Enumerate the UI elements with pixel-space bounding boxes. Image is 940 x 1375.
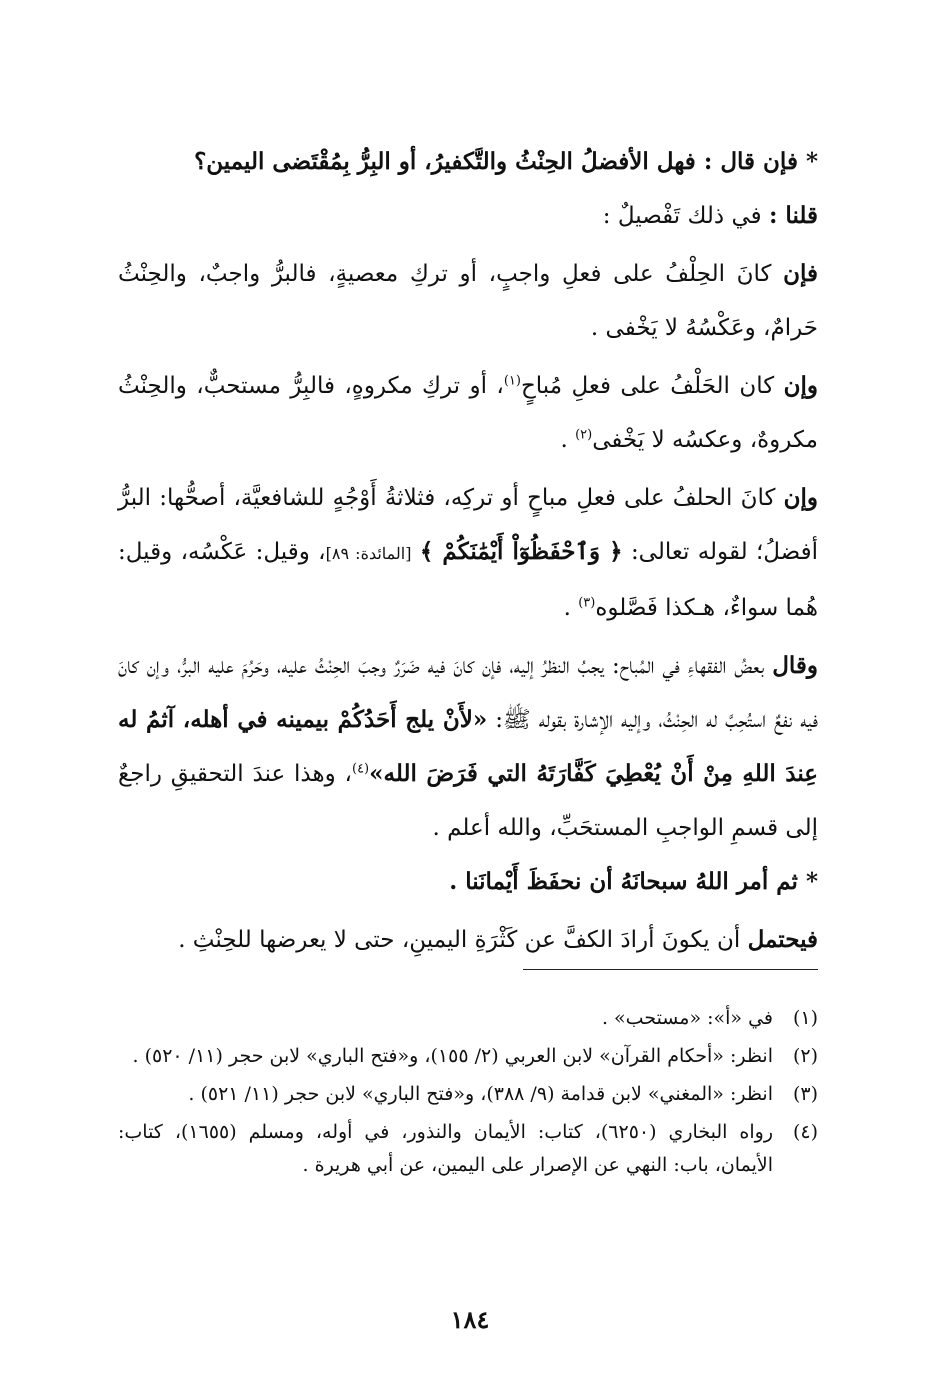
footnote-item	[118, 1002, 818, 1035]
footnote-number: (٣)	[792, 1083, 818, 1105]
footnote-number: (٢)	[792, 1045, 818, 1067]
paragraph-lead: وقال	[772, 652, 819, 679]
footnote-ref-1[interactable]: (١)	[503, 373, 521, 389]
footnote-number: (١)	[792, 1007, 818, 1029]
paragraph-text: كانَ الحِلْفُ على فعلِ واجبٍ، أو تركِ معصيةٍ، فالبرُّ واجبٌ، والحِنْثُ حَرامٌ، وعَكْسُهُ لا يَخْفى .	[118, 261, 818, 341]
paragraph-lead: فيحتمل	[747, 926, 818, 953]
paragraph-lead: وإن	[783, 484, 819, 511]
answer-text: في ذلك تَفْصيلٌ :	[602, 203, 762, 229]
paragraph-lead: وإن	[783, 372, 818, 399]
footnote-item	[118, 1040, 818, 1073]
bullet-marker: *	[805, 148, 818, 175]
footnote-text: انظر: «أحكام القرآن» لابن العربي (٢/ ١٥٥)، و«فتح الباري» لابن حجر (١١/ ٥٢٠) .	[132, 1045, 773, 1067]
heading-text: ثم أمر اللهُ سبحانَهُ أن نحفَظَ أَيْمانَنا .	[449, 868, 798, 895]
paragraph-permissible	[118, 359, 818, 467]
paragraph-text: .	[563, 595, 579, 621]
answer-lead: قلنا :	[768, 202, 818, 229]
main-text	[118, 135, 818, 967]
paragraph-lead: فإن	[783, 260, 818, 287]
footnote-item	[118, 1116, 818, 1182]
question-heading	[118, 135, 818, 189]
bullet-marker: *	[805, 868, 818, 895]
footnote-divider	[523, 969, 818, 970]
question-lead: فإن قال :	[703, 148, 798, 175]
footnote-ref-2[interactable]: (٢)	[575, 427, 593, 443]
paragraph-obligatory	[118, 247, 818, 355]
paragraph-jurists	[118, 639, 818, 855]
paragraph-text: .	[560, 427, 576, 453]
question-text: فهل الأفضلُ الحِنْثُ والتَّكفيرُ، أو البِرُّ بِمُقْتَضى اليمين؟	[194, 148, 696, 175]
paragraph-text: ، وقيل: عَكْسُه، وقيل: هُما سواءٌ، هـكذا فَصَّلوه	[118, 539, 818, 621]
footnote-number: (٤)	[792, 1121, 818, 1143]
paragraph-text: بعضُ الفقهاءِ في المُباح: يجبُ النظرُ إليه، فإن كانَ فيه ضَرَرٌ وجبَ الحِنْثُ عليه، وحَرُمَ عليه البرُّ، وإن كانَ فيه نفعٌ استُحِبَّ له الحِنْثُ، وإليه الإشارة بقوله ﷺ:	[118, 653, 819, 733]
paragraph-text: أن يكونَ أرادَ الكفَّ عن كَثْرَةِ اليمينِ، حتى لا يعرضها للحِنْثِ .	[178, 927, 741, 953]
footnote-ref-3[interactable]: (٣)	[578, 595, 596, 611]
paragraph-text: ، أو تركِ مكروهٍ، فالبِرُّ مستحبٌّ، والحِنْثُ مكروهٌ، وعكسُه لا يَخْفى	[118, 373, 818, 453]
footnotes-section	[118, 1002, 818, 1187]
paragraph-interpretation	[118, 913, 818, 967]
paragraph-text: كانَ الحلفُ على فعلِ مباحٍ أو تركِه، فثلاثةُ أَوْجُهٍ للشافعيَّة، أصحُّها: البرُّ أفضلُ؛ لقوله تعالى:	[118, 485, 818, 565]
quran-verse: ﴿ وَٱحْفَظُوٓاْ أَيْمَٰنَكُمْ ﴾	[419, 538, 623, 565]
section-heading	[118, 855, 818, 909]
verse-reference: [المائدة: ٨٩]	[325, 544, 412, 563]
paragraph-text: كان الحَلْفُ على فعلِ مُباحٍ	[520, 373, 775, 399]
paragraph-text: ، وهذا عندَ التحقيقِ راجعٌ إلى قسمِ الواجبِ المستحَبِّ، والله أعلم .	[118, 761, 818, 841]
footnote-ref-4[interactable]: (٤)	[351, 761, 370, 777]
hadith-quote: «لأَنْ يلج أَحَدُكُمْ بيمينه في أهله، آثمُ له عِندَ اللهِ مِنْ أَنْ يُعْطِيَ كَفَّارَتَهُ التي فَرَضَ الله»	[118, 706, 818, 787]
paragraph-shafii-views	[118, 471, 818, 635]
footnote-text: رواه البخاري (٦٢٥٠)، كتاب: الأيمان والنذور، في أوله، ومسلم (١٦٥٥)، كتاب: الأيمان، باب: النهي عن الإصرار على اليمين، عن أبي هريرة .	[118, 1121, 773, 1176]
footnote-text: في «أ»: «مستحب» .	[601, 1007, 773, 1029]
footnote-text: انظر: «المغني» لابن قدامة (٩/ ٣٨٨)، و«فتح الباري» لابن حجر (١١/ ٥٢١) .	[188, 1083, 773, 1105]
answer-line	[118, 189, 818, 243]
footnote-item	[118, 1078, 818, 1111]
page-number: ١٨٤	[450, 1305, 490, 1334]
